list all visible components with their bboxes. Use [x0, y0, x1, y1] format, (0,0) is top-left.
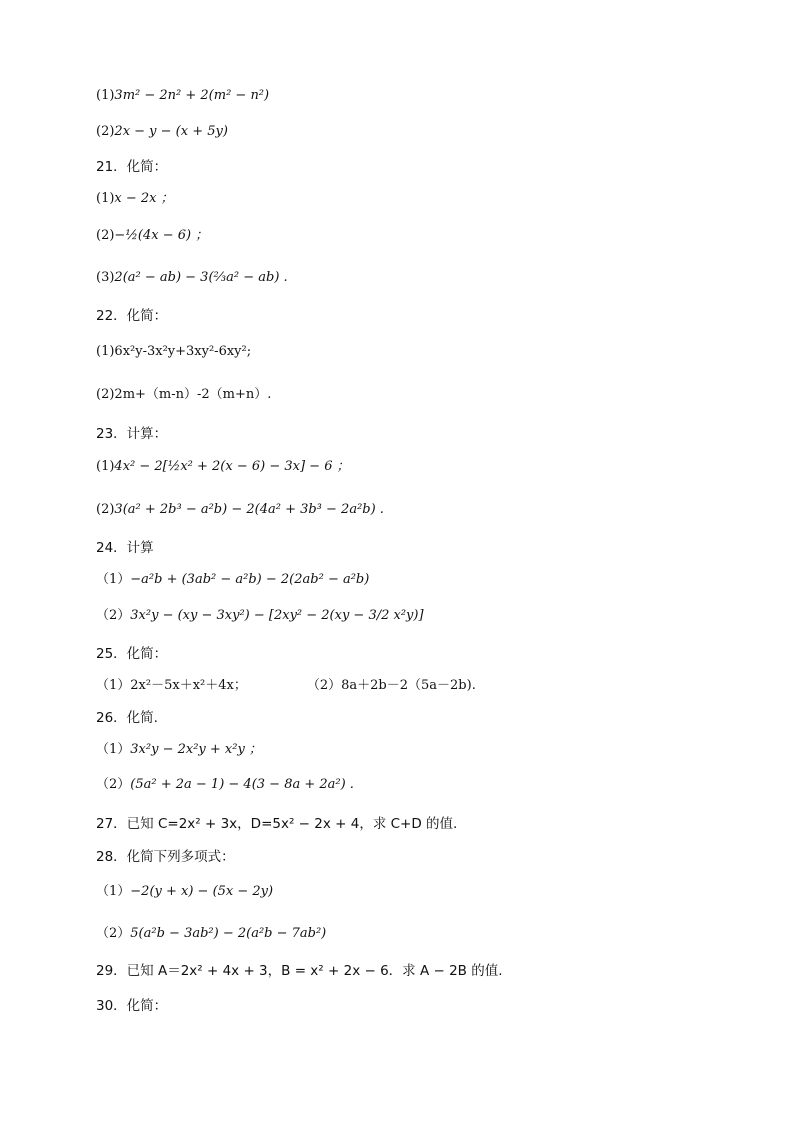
- problem-20-2: [96, 122, 228, 142]
- item-label: (1): [96, 88, 115, 103]
- item-label: （2）: [96, 926, 131, 941]
- problem-23-2: [96, 500, 384, 520]
- problem-20-1: [96, 86, 269, 106]
- problem-25: [96, 676, 476, 696]
- item-label: (3): [96, 270, 115, 285]
- problem-23-1: [96, 457, 350, 477]
- math-expression: (5a² + 2a − 1) − 4(3 − 8a + 2a²) .: [130, 777, 354, 792]
- problem-21-3: [96, 268, 288, 288]
- item-label: (1): [96, 459, 115, 474]
- item-label: （1）: [96, 572, 131, 587]
- item-label: （1）: [96, 884, 131, 899]
- question-28-heading: 28．化简下列多项式：: [96, 849, 235, 865]
- math-expression: 2x²－5x＋x²＋4x；: [130, 678, 247, 693]
- problem-28-2: [96, 924, 326, 944]
- question-27: 27．已知 C=2x² + 3x，D=5x² − 2x + 4，求 C+D 的值.: [96, 816, 458, 832]
- problem-26-1: [96, 740, 262, 760]
- item-label: （1）: [96, 742, 131, 757]
- question-22-heading: 22．化简：: [96, 308, 168, 324]
- math-expression: −a²b + (3ab² − a²b) − 2(2ab² − a²b): [130, 572, 370, 587]
- math-expression: 2x − y − (x + 5y): [114, 124, 228, 139]
- item-label: （1）: [96, 678, 131, 693]
- question-24-heading: 24．计算: [96, 540, 154, 556]
- item-label: (2): [96, 228, 115, 243]
- math-expression: −2(y + x) − (5x − 2y): [130, 884, 274, 899]
- problem-28-1: [96, 882, 273, 902]
- math-expression: 3(a² + 2b³ − a²b) − 2(4a² + 3b³ − 2a²b) .: [114, 502, 384, 517]
- item-label: (2): [96, 502, 115, 517]
- problem-24-1: [96, 570, 369, 590]
- math-expression: 4x² − 2[½x² + 2(x − 6) − 3x] − 6 ；: [114, 459, 350, 474]
- problem-24-2: [96, 606, 424, 626]
- math-expression: 3x²y − (xy − 3xy²) − [2xy² − 2(xy − 3/2 x²y)]: [130, 608, 424, 623]
- question-30-heading: 30．化简：: [96, 998, 168, 1014]
- item-label-2: （2）: [306, 678, 342, 693]
- question-26-heading: 26．化简.: [96, 710, 158, 726]
- item-label: (2): [96, 387, 115, 402]
- question-29: 29．已知 A＝2x² + 4x + 3，B = x² + 2x − 6．求 A − 2B 的值.: [96, 963, 503, 979]
- math-expression: 6x²y-3x²y+3xy²-6xy²;: [114, 344, 252, 359]
- problem-26-2: [96, 775, 354, 795]
- problem-22-1: [96, 342, 251, 362]
- math-expression: 2m+（m-n）-2（m+n）.: [114, 387, 272, 402]
- question-23-heading: 23．计算：: [96, 426, 168, 442]
- problem-21-1: [96, 189, 174, 209]
- item-label: (1): [96, 191, 115, 206]
- question-25-heading: 25．化简：: [96, 646, 168, 662]
- math-expression: x − 2x ；: [114, 191, 174, 206]
- math-expression: 3x²y − 2x²y + x²y ；: [130, 742, 262, 757]
- math-expression-2: 8a＋2b－2（5a－2b).: [341, 678, 476, 693]
- math-expression: 3m² − 2n² + 2(m² − n²): [114, 88, 270, 103]
- math-expression: −½(4x − 6) ；: [114, 228, 209, 243]
- item-label: （2）: [96, 777, 131, 792]
- math-expression: 5(a²b − 3ab²) − 2(a²b − 7ab²): [130, 926, 327, 941]
- problem-22-2: [96, 385, 271, 405]
- item-label: (2): [96, 124, 115, 139]
- math-expression: 2(a² − ab) − 3(⅔a² − ab) .: [114, 270, 288, 285]
- problem-21-2: [96, 226, 208, 246]
- item-label: （2）: [96, 608, 131, 623]
- item-label: (1): [96, 344, 115, 359]
- question-21-heading: 21．化简：: [96, 159, 168, 175]
